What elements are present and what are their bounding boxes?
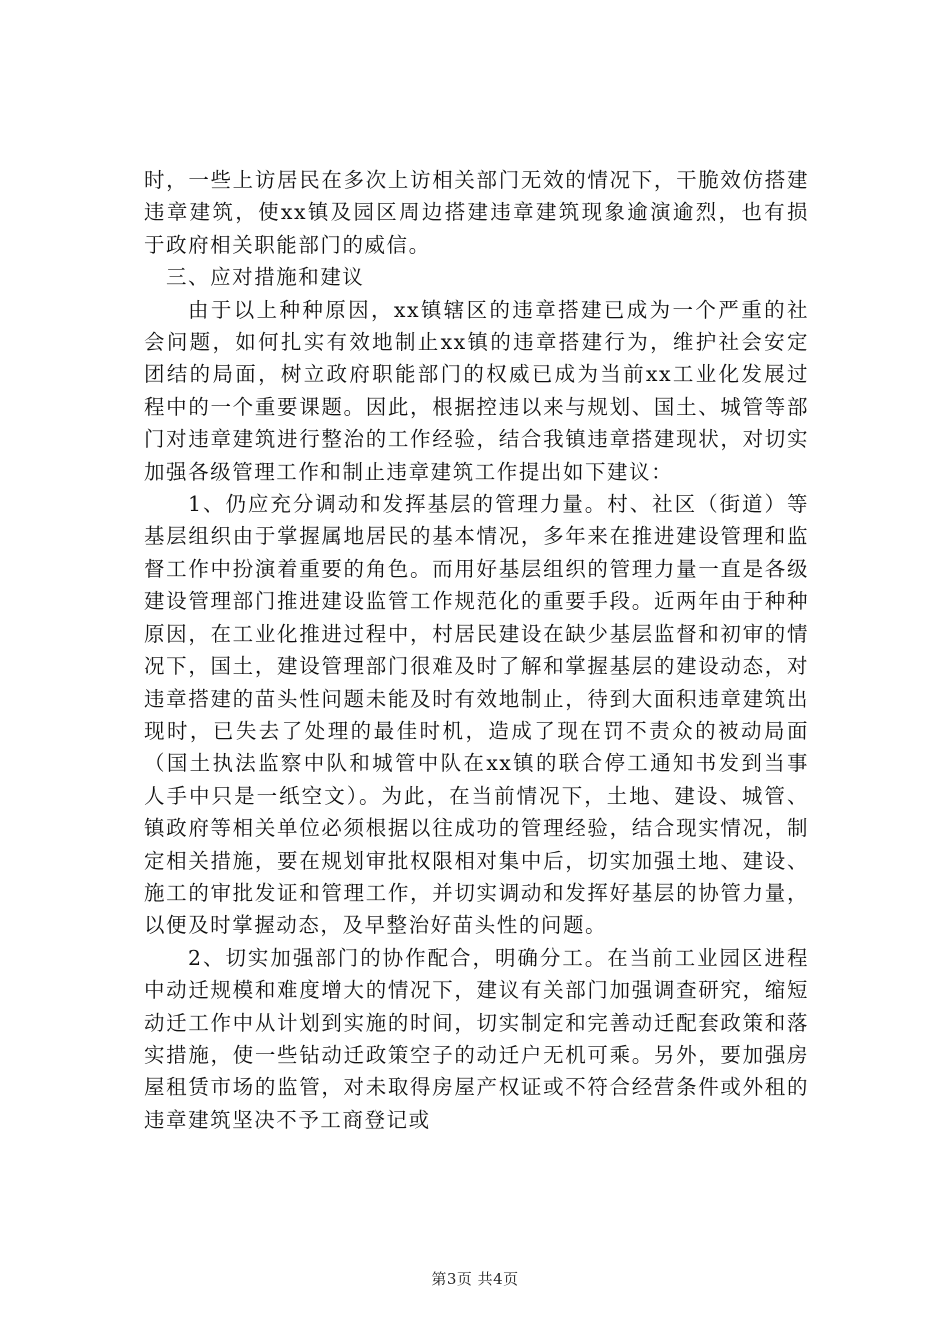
paragraph-item-2: 2、切实加强部门的协作配合，明确分工。在当前工业园区进程中动迁规模和难度增大的情况下，建议有关部门加强调查研究，缩短动迁工作中从计划到实施的时间，切实制定和完善动迁配套政策和落实措施，使一些钻动迁政策空子的动迁户无机可乘。另外，要加强房屋租赁市场的监管，对未取得房屋产权证或不符合经营条件或外租的违章建筑坚决不予工商登记或 xyxy=(144,945,809,1132)
paragraph-continuation: 时，一些上访居民在多次上访相关部门无效的情况下，干脆效仿搭建违章建筑，使xx镇及园区周边搭建违章建筑现象逾演逾烈，也有损于政府相关职能部门的威信。 xyxy=(144,168,809,257)
section-heading: 三、应对措施和建议 xyxy=(166,265,365,290)
paragraph-intro: 由于以上种种原因，xx镇辖区的违章搭建已成为一个严重的社会问题，如何扎实有效地制止xx镇的违章搭建行为，维护社会安定团结的局面，树立政府职能部门的权威已成为当前xx工业化发展过程中的一个重要课题。因此，根据控违以来与规划、国土、城管等部门对违章建筑进行整治的工作经验，结合我镇违章搭建现状，对切实加强各级管理工作和制止违章建筑工作提出如下建议： xyxy=(144,297,809,484)
paragraph-item-1: 1、仍应充分调动和发挥基层的管理力量。村、社区（街道）等基层组织由于掌握属地居民的基本情况，多年来在推进建设管理和监督工作中扮演着重要的角色。而用好基层组织的管理力量一直是各级建设管理部门推进建设监管工作规范化的重要手段。近两年由于种种原因，在工业化推进过程中，村居民建设在缺少基层监督和初审的情况下，国土，建设管理部门很难及时了解和掌握基层的建设动态，对违章搭建的苗头性问题未能及时有效地制止，待到大面积违章建筑出现时，已失去了处理的最佳时机，造成了现在罚不责众的被动局面（国土执法监察中队和城管中队在xx镇的联合停工通知书发到当事人手中只是一纸空文）。为此，在当前情况下，土地、建设、城管、镇政府等相关单位必须根据以往成功的管理经验，结合现实情况，制定相关措施，要在规划审批权限相对集中后，切实加强土地、建设、施工的审批发证和管理工作，并切实调动和发挥好基层的协管力量，以便及时掌握动态，及早整治好苗头性的问题。 xyxy=(144,492,809,938)
page-number-footer: 第3页 共4页 xyxy=(431,1270,519,1288)
document-body xyxy=(144,164,809,1136)
